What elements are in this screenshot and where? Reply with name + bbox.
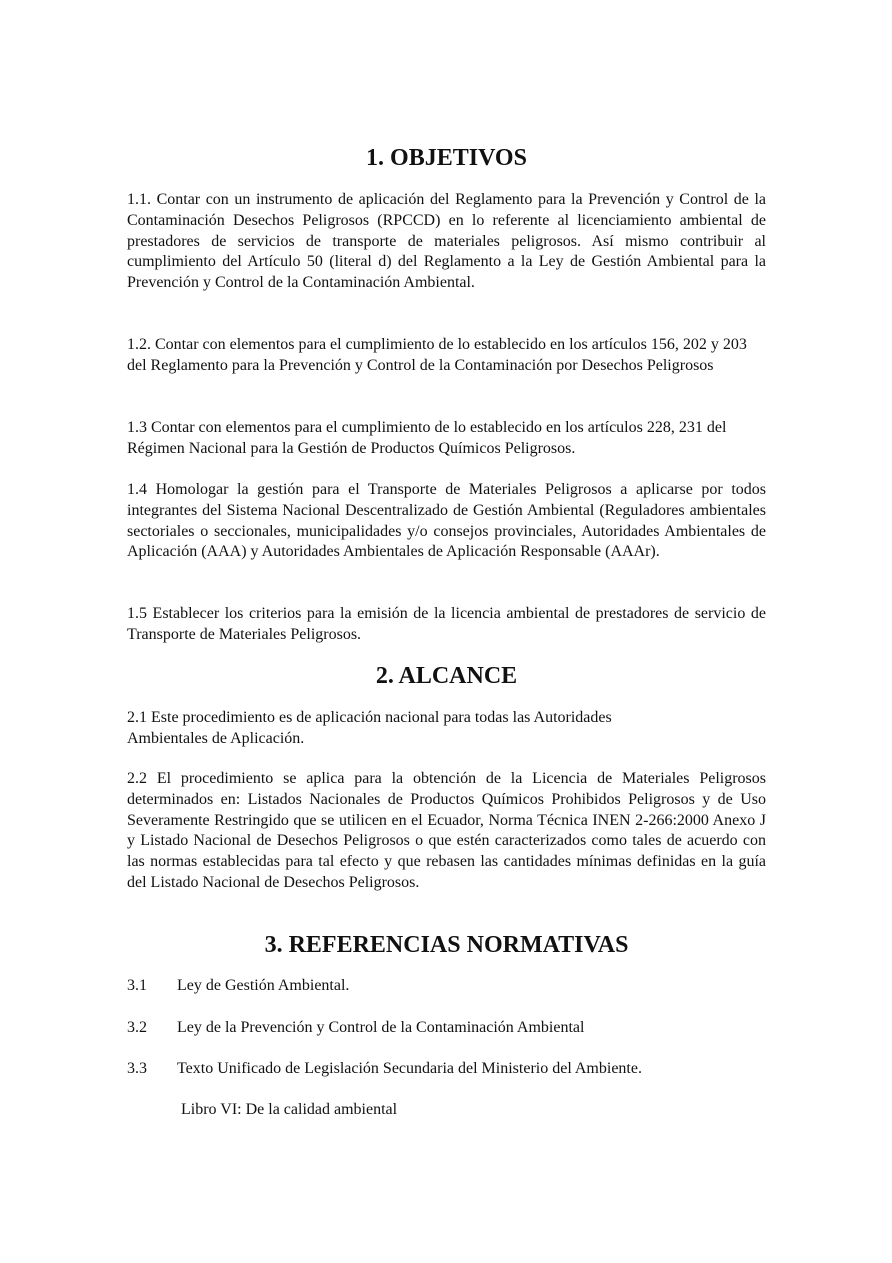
paragraph-1-5: 1.5 Establecer los criterios para la emisión de la licencia ambiental de prestadores de servicio de Transporte de Materiales Peligrosos.	[127, 605, 766, 643]
reference-sub-item: Libro VI: De la calidad ambiental	[181, 1101, 398, 1118]
reference-item	[127, 976, 766, 997]
section-heading-referencias-normativas: 3. REFERENCIAS NORMATIVAS	[264, 932, 629, 958]
paragraph-1-4: 1.4 Homologar la gestión para el Transporte de Materiales Peligrosos a aplicarse por todos integrantes del Sistema Nacional Descentralizado de Gestión Ambiental (Reguladores ambientales sectoriales o seccionales, municipalidades y/o consejos provinciales, Autoridades Ambientales de Aplicación (AAA) y Autoridades Ambientales de Aplicación Responsable (AAAr).	[127, 481, 766, 561]
reference-number: 3.1	[127, 977, 147, 994]
reference-item	[127, 1059, 766, 1080]
section-heading-alcance: 2. ALCANCE	[375, 663, 518, 689]
paragraph-1-1: 1.1. Contar con un instrumento de aplicación del Reglamento para la Prevención y Control de la Contaminación Desechos Peligrosos (RPCCD) en lo referente al licenciamiento ambiental de prestadores de servicios de transporte de materiales peligrosos. Así mismo contribuir al cumplimiento del Artículo 50 (literal d) del Reglamento a la Ley de Gestión Ambiental para la Prevención y Control de la Contaminación Ambiental.	[127, 191, 766, 292]
paragraph-1-2: 1.2. Contar con elementos para el cumplimiento de lo establecido en los artículos 156, 202 y 203 del Reglamento para la Prevención y Control de la Contaminación por Desechos Peligrosos	[127, 336, 747, 374]
reference-text: Ley de Gestión Ambiental.	[177, 977, 350, 994]
section-heading-objetivos: 1. OBJETIVOS	[366, 145, 527, 171]
paragraph-2-1: 2.1 Este procedimiento es de aplicación nacional para todas las Autoridades Ambientales de Aplicación.	[127, 709, 612, 747]
reference-number: 3.2	[127, 1019, 147, 1036]
reference-item	[127, 1018, 766, 1039]
paragraph-2-2: 2.2 El procedimiento se aplica para la obtención de la Licencia de Materiales Peligrosos determinados en: Listados Nacionales de Productos Químicos Prohibidos Peligrosos y de Uso Severamente Restringido que se utilicen en el Ecuador, Norma Técnica INEN 2-266:2000 Anexo J y Listado Nacional de Desechos Peligrosos o que estén caracterizados como tales de acuerdo con las normas establecidas para tal efecto y que rebasen las cantidades mínimas definidas en la guía del Listado Nacional de Desechos Peligrosos.	[127, 770, 766, 891]
paragraph-1-3: 1.3 Contar con elementos para el cumplimiento de lo establecido en los artículos 228, 231 del Régimen Nacional para la Gestión de Productos Químicos Peligrosos.	[127, 419, 727, 457]
reference-text: Texto Unificado de Legislación Secundaria del Ministerio del Ambiente.	[177, 1060, 642, 1077]
reference-text: Ley de la Prevención y Control de la Contaminación Ambiental	[177, 1019, 585, 1036]
reference-number: 3.3	[127, 1060, 147, 1077]
